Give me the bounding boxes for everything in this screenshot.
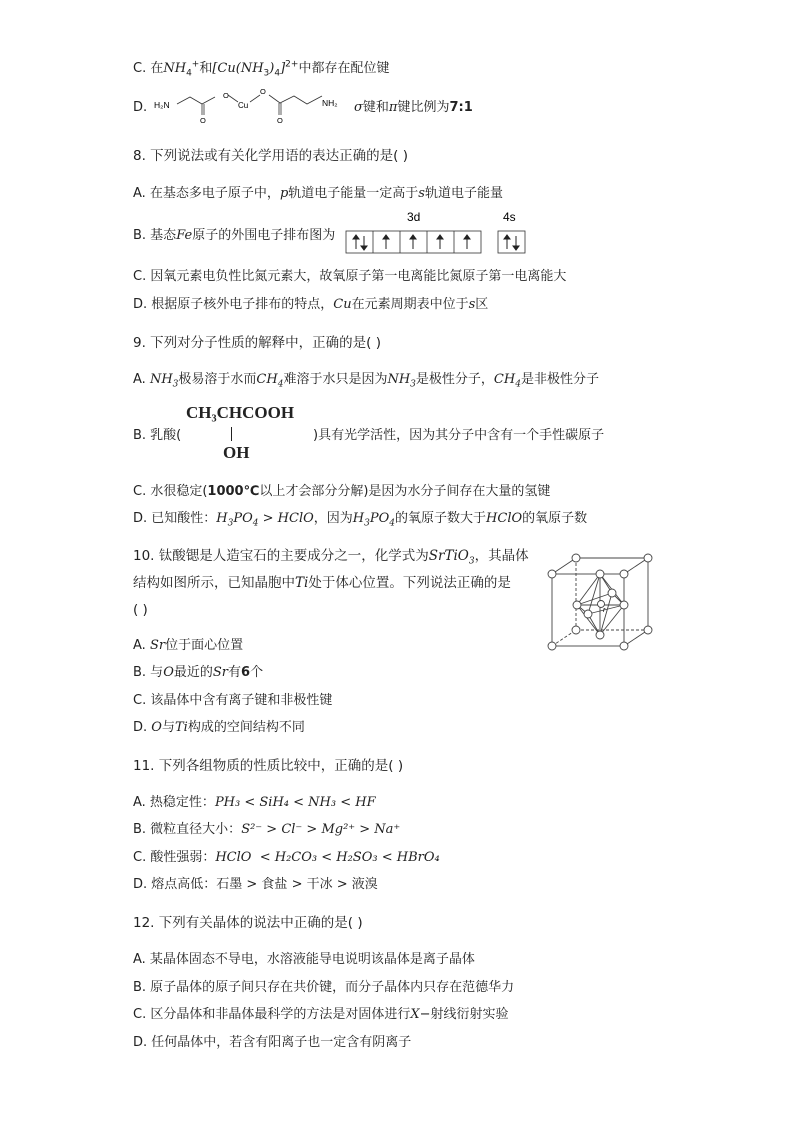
complex-charge: 2+ bbox=[285, 59, 299, 70]
o-symbol-2: O bbox=[151, 720, 162, 735]
struct-o1: O bbox=[223, 91, 229, 100]
s-block: s bbox=[468, 297, 476, 312]
q9b-text1: B. 乳酸( bbox=[133, 428, 182, 443]
q9b-text2: )具有光学活性，因为其分子中含有一个手性碳原子 bbox=[313, 428, 605, 443]
h3po4-sub4-2: 4 bbox=[389, 518, 396, 529]
q9d-text1: D. 已知酸性： bbox=[133, 511, 217, 526]
h3po4-po: PO bbox=[233, 511, 253, 526]
q9d-text4: 的氧原子数 bbox=[522, 511, 588, 526]
paren: ) bbox=[269, 61, 275, 76]
ch4-formula-2: CH bbox=[493, 372, 516, 387]
q8-option-d bbox=[133, 296, 488, 314]
ch4-sub: 4 bbox=[277, 379, 284, 390]
q10b-text1: B. 与 bbox=[133, 665, 164, 680]
nh3-formula: NH bbox=[149, 372, 173, 387]
q10-option-b bbox=[133, 664, 263, 682]
q9a-text4: 是极性分子， bbox=[415, 372, 494, 387]
h3po4-h-2: H bbox=[352, 511, 365, 526]
q9c-text1: C. 水很稳定( bbox=[133, 484, 208, 499]
nh3-subscript: 3 bbox=[263, 68, 270, 79]
figure-center-label: r bbox=[603, 607, 606, 614]
h3po4-po-2: PO bbox=[369, 511, 390, 526]
q11-option-c bbox=[133, 849, 440, 867]
q9-option-b bbox=[133, 427, 181, 445]
q7c-and: 和 bbox=[199, 61, 213, 76]
gt-sign: > bbox=[258, 511, 278, 526]
nh4-subscript: 4 bbox=[186, 68, 192, 79]
q11c-expression: HClO < H₂CO₃ < H₂SO₃ < HBrO₄ bbox=[215, 850, 440, 865]
struct-co1: O bbox=[200, 116, 206, 125]
ti-symbol-2: Ti bbox=[174, 720, 188, 735]
q9-option-a bbox=[133, 371, 599, 389]
q10-option-a bbox=[133, 637, 243, 655]
q12c-text2: −射线衍射实验 bbox=[419, 1007, 509, 1022]
q10-option-c: C. 该晶体中含有离子键和非极性键 bbox=[133, 693, 333, 708]
q12-option-a: A. 某晶体固态不导电，水溶液能导电说明该晶体是离子晶体 bbox=[133, 952, 475, 967]
ti-symbol: Ti bbox=[295, 575, 309, 591]
srtio3-sub: 3 bbox=[468, 556, 475, 567]
q10a-label: A. bbox=[133, 638, 150, 653]
q7c-suffix: 中都存在配位键 bbox=[298, 61, 390, 76]
q9a-label: A. bbox=[133, 372, 150, 387]
q9a-text2: 极易溶于水而 bbox=[178, 372, 257, 387]
sr-symbol: Sr bbox=[149, 638, 166, 653]
nh4-formula: NH bbox=[163, 61, 187, 76]
q9a-text3: 难溶于水只是因为 bbox=[283, 372, 388, 387]
q10-stem-line1 bbox=[133, 547, 529, 565]
q7c-text: C. 在 bbox=[133, 61, 164, 76]
pi-symbol: π bbox=[388, 100, 398, 115]
nh3-sub: 3 bbox=[172, 379, 179, 390]
q9-option-d bbox=[133, 510, 587, 528]
q11-option-b bbox=[133, 821, 400, 839]
q10a-text: 位于面心位置 bbox=[165, 638, 244, 653]
q8-option-b bbox=[133, 227, 335, 245]
x-ray-symbol: X bbox=[410, 1007, 420, 1022]
q9-stem: 9. 下列对分子性质的解释中，正确的是( ) bbox=[133, 335, 381, 351]
q9c-text2: 以上才会部分分解)是因为水分子间存在大量的氢键 bbox=[259, 484, 551, 499]
bracket: ] bbox=[280, 61, 286, 76]
q10-stem-line3: ( ) bbox=[133, 602, 148, 618]
lactic-acid-formula bbox=[186, 403, 316, 465]
lactic-acid-top: CH₃CHCOOH bbox=[186, 403, 295, 422]
q12-option-c bbox=[133, 1006, 509, 1024]
h3po4-sub3-2: 3 bbox=[364, 518, 370, 529]
fe-orbital-diagram bbox=[345, 207, 530, 257]
q7d-ratio-text bbox=[354, 99, 473, 117]
label-3d: 3d bbox=[407, 210, 421, 224]
q8d-text1: D. 根据原子核外电子排布的特点， bbox=[133, 297, 334, 312]
q7d-mid: 键和 bbox=[362, 100, 389, 115]
hclo-formula: HClO bbox=[277, 511, 314, 526]
q10d-text3: 构成的空间结构不同 bbox=[187, 720, 305, 735]
q11a-text: A. 热稳定性： bbox=[133, 795, 215, 810]
lactic-acid-bond bbox=[231, 427, 232, 441]
p-orbital: p bbox=[279, 186, 289, 201]
q8-option-c: C. 因氧元素电负性比氮元素大，故氧原子第一电离能比氮原子第一电离能大 bbox=[133, 269, 567, 284]
q8a-text3: 轨道电子能量 bbox=[424, 186, 503, 201]
q11b-text: B. 微粒直径大小： bbox=[133, 822, 242, 837]
q11-option-d: D. 熔点高低：石墨 > 食盐 > 干冰 > 液溴 bbox=[133, 877, 378, 892]
srtio3-formula: SrTiO bbox=[428, 548, 469, 564]
struct-nh2: NH₂ bbox=[322, 98, 338, 108]
q9d-text3: 的氧原子数大于 bbox=[395, 511, 487, 526]
bond-ratio: 7:1 bbox=[449, 100, 473, 115]
q8b-text2: 原子的外围电子排布图为 bbox=[192, 228, 336, 243]
q7-option-d bbox=[133, 99, 147, 117]
q9-option-c bbox=[133, 483, 550, 501]
h3po4-sub4: 4 bbox=[252, 518, 259, 529]
nh3-formula-2: NH bbox=[387, 372, 411, 387]
q8d-text3: 区 bbox=[475, 297, 489, 312]
q8a-text1: A. 在基态多电子原子中， bbox=[133, 186, 280, 201]
fe-symbol: Fe bbox=[176, 228, 193, 243]
q10b-text3: 有 bbox=[228, 665, 242, 680]
q11b-expression: S²⁻ > Cl⁻ > Mg²⁺ > Na⁺ bbox=[241, 822, 401, 837]
q10-option-d bbox=[133, 719, 305, 737]
nh4-charge: + bbox=[191, 59, 200, 70]
q11-stem: 11. 下列各组物质的性质比较中，正确的是( ) bbox=[133, 758, 404, 774]
q7d-tail: 键比例为 bbox=[397, 100, 450, 115]
sr-symbol-2: Sr bbox=[212, 665, 228, 680]
q7-option-c bbox=[133, 60, 389, 78]
q10-text1: 10. 钛酸锶是人造宝石的主要成分之一，化学式为 bbox=[133, 548, 429, 564]
cu-symbol: Cu bbox=[333, 297, 352, 312]
q11c-text: C. 酸性强弱： bbox=[133, 850, 216, 865]
sigma-symbol: σ bbox=[354, 100, 363, 115]
struct-h2n: H₂N bbox=[154, 100, 170, 110]
q10-text2: ，其晶体 bbox=[474, 548, 529, 564]
q7d-label: D. bbox=[133, 100, 148, 115]
ch4-sub-2: 4 bbox=[515, 379, 521, 390]
q12-stem: 12. 下列有关晶体的说法中正确的是( ) bbox=[133, 915, 363, 931]
hclo-formula-2: HClO bbox=[486, 511, 523, 526]
o-symbol: O bbox=[163, 665, 174, 680]
temperature: 1000℃ bbox=[207, 484, 260, 499]
q8-option-a bbox=[133, 185, 503, 203]
struct-cu: Cu bbox=[238, 101, 249, 110]
q11a-expression: PH₃ < SiH₄ < NH₃ < HF bbox=[214, 795, 376, 810]
glycine-copper-structure bbox=[152, 82, 352, 126]
h3po4-h: H bbox=[216, 511, 228, 526]
q8-stem: 8. 下列说法或有关化学用语的表达正确的是( ) bbox=[133, 148, 408, 164]
q10-text4: 处于体心位置。下列说法正确的是 bbox=[308, 575, 511, 591]
struct-co2: O bbox=[277, 116, 283, 125]
srtio3-crystal-figure bbox=[546, 552, 660, 656]
q12-option-d: D. 任何晶体中，若含有阳离子也一定含有阴离子 bbox=[133, 1035, 412, 1050]
complex-subscript: 4 bbox=[274, 68, 281, 79]
q10d-text2: 与 bbox=[161, 720, 175, 735]
q10b-text4: 个 bbox=[250, 665, 264, 680]
ch4-formula: CH bbox=[256, 372, 278, 387]
cu-complex: [Cu(NH bbox=[212, 61, 264, 76]
label-4s: 4s bbox=[503, 210, 516, 224]
q11-option-a bbox=[133, 794, 376, 812]
q8b-text1: B. 基态 bbox=[133, 228, 177, 243]
q9a-text5: 是非极性分子 bbox=[520, 372, 599, 387]
struct-o2: O bbox=[260, 87, 266, 96]
q8d-text2: 在元素周期表中位于 bbox=[351, 297, 469, 312]
q12-option-b: B. 原子晶体的原子间只存在共价键，而分子晶体内只存在范德华力 bbox=[133, 980, 515, 995]
s-orbital: s bbox=[418, 186, 425, 201]
q10b-text2: 最近的 bbox=[173, 665, 213, 680]
q10-text3: 结构如图所示，已知晶胞中 bbox=[133, 575, 295, 591]
nh3-sub-2: 3 bbox=[410, 379, 416, 390]
q10-stem-line2 bbox=[133, 574, 511, 592]
sr-count: 6 bbox=[241, 665, 251, 680]
q10d-label: D. bbox=[133, 720, 152, 735]
h3po4-sub3: 3 bbox=[227, 518, 234, 529]
q12c-text1: C. 区分晶体和非晶体最科学的方法是对固体进行 bbox=[133, 1007, 411, 1022]
q9d-text2: ，因为 bbox=[313, 511, 353, 526]
lactic-acid-oh: OH bbox=[223, 443, 250, 462]
q8a-text2: 轨道电子能量一定高于 bbox=[288, 186, 419, 201]
